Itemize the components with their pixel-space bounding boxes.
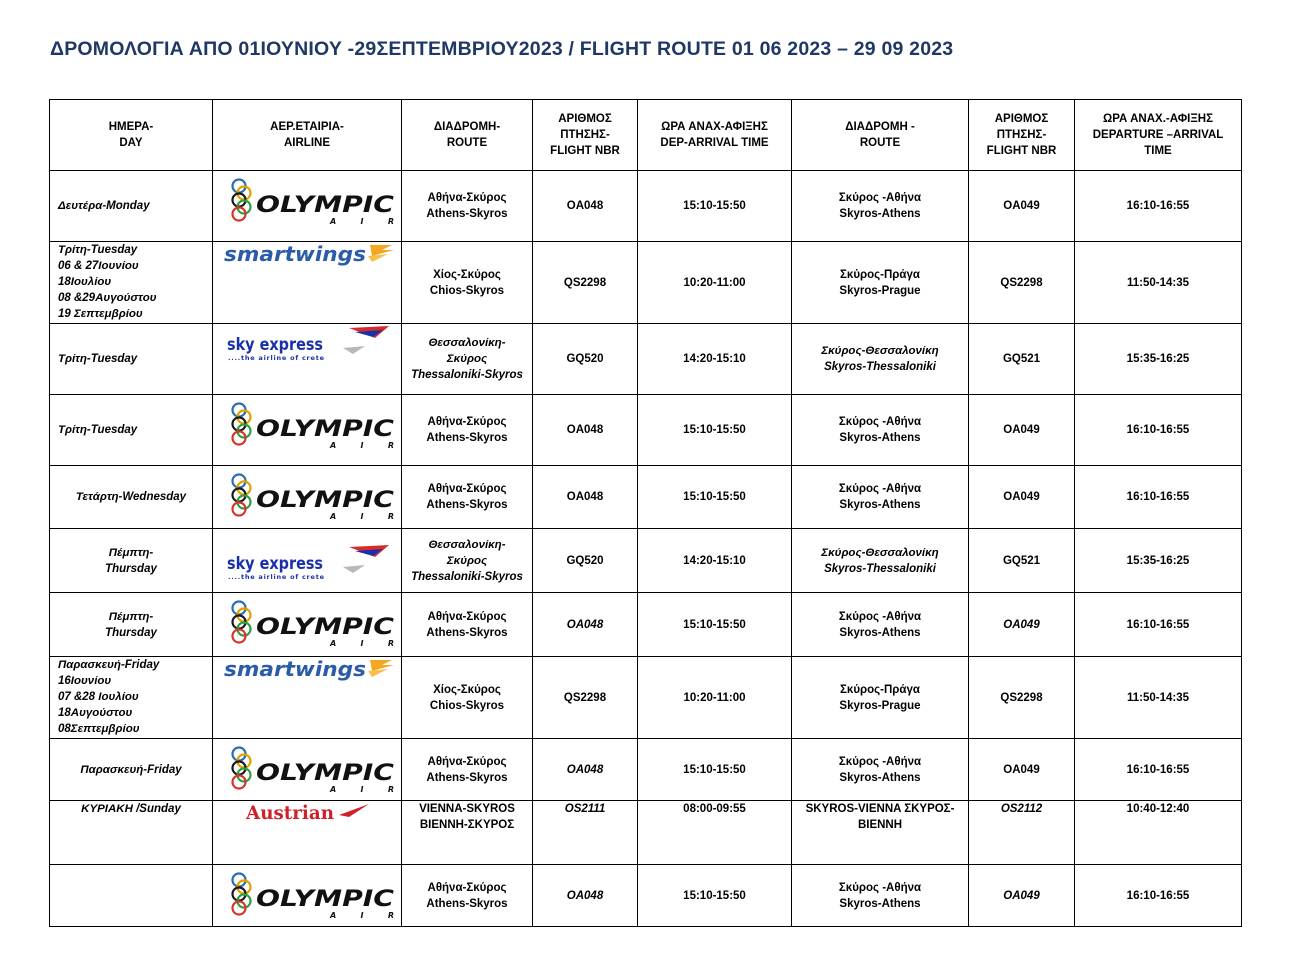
route-return-cell-line: Skyros-Athens [839,626,921,639]
flight-number-return-cell-line: OA049 [1003,200,1040,212]
route-outbound-cell-line: Athens-Skyros [426,897,508,910]
day-cell-line: Thursday [105,562,157,575]
route-outbound-cell [402,657,533,739]
flight-number-return-cell [969,593,1075,657]
time-outbound-cell-line: 15:10-15:50 [683,763,746,776]
time-outbound-cell-line: 14:20-15:10 [683,353,746,365]
flight-number-outbound-cell [533,739,638,801]
header-time-return: ΩΡΑ ΑΝΑΧ.-ΑΦΙΞΗΣ DEPARTURE –ARRIVAL TIME [1075,100,1242,171]
time-return-cell-line: 16:10-16:55 [1126,763,1190,776]
flight-number-return-cell-line: QS2298 [1000,276,1043,289]
route-return-cell-line: Σκύρος-Θεσσαλονίκη [821,345,939,357]
route-outbound-cell [402,324,533,395]
flight-number-return-cell-line: OA049 [1003,763,1040,776]
route-outbound-cell-line: ΒΙΕΝΝΗ-ΣΚΥΡΟΣ [419,819,515,831]
route-outbound-cell-line: Athens-Skyros [426,432,508,444]
table-row [50,739,1242,801]
route-outbound-cell [402,395,533,466]
day-cell-line: Πέμπτη- [108,610,154,623]
time-outbound-cell-line: 08:00-09:55 [683,803,746,815]
time-outbound-cell-line: 10:20-11:00 [683,276,746,289]
flight-number-outbound-cell [533,529,638,593]
smartwings-logo [222,242,397,270]
time-return-cell-line: 16:10-16:55 [1126,200,1190,212]
flight-number-outbound-cell-line: OA048 [566,491,604,503]
day-cell-line: Τετάρτη-Wednesday [75,491,187,503]
route-return-cell-line: Skyros-Thessaloniki [824,361,936,373]
route-return-cell [792,657,969,739]
olympic-logo-sub: A I R [330,639,394,648]
route-outbound-cell [402,739,533,801]
day-cell-line: ΚΥΡΙΑΚΗ /Sunday [81,803,181,815]
austrian-logo [245,801,375,825]
olympic-logo-word: OLYMPIC [256,488,394,513]
route-return-cell [792,865,969,927]
smartwings-logo-word: smartwings [224,242,367,266]
austrian-logo-word: Austrian [245,802,335,824]
time-outbound-cell [638,529,792,593]
route-outbound-cell-line: Αθήνα-Σκύρος [427,192,507,204]
sky-express-logo-tagline: ....the airline of crete [228,573,324,581]
airline-cell [213,242,402,324]
route-outbound-cell-line: Σκύρος [446,554,488,567]
flight-number-outbound-cell [533,865,638,927]
olympic-logo-sub: A I R [330,217,394,226]
route-outbound-cell-line: Αθήνα-Σκύρος [427,755,507,768]
flight-number-return-cell-line: OS2112 [1000,803,1043,815]
day-cell-line: 08Σεπτεμβρίου [58,723,140,735]
day-cell [50,593,213,657]
route-outbound-cell-line: Θεσσαλονίκη- [428,538,506,551]
header-route-return: ΔΙΑΔΡΟΜΗ - ROUTE [792,100,969,171]
route-outbound-cell [402,466,533,529]
header-route-outbound: ΔΙΑΔΡΟΜΗ- ROUTE [402,100,533,171]
table-row [50,657,1242,739]
route-outbound-cell-line: Αθήνα-Σκύρος [427,416,507,428]
route-outbound-cell [402,242,533,324]
day-cell-line: Τρίτη-Tuesday [58,244,138,256]
route-return-cell-line: Skyros-Prague [839,284,921,297]
flight-number-outbound-cell [533,171,638,242]
flight-number-return-cell [969,801,1075,865]
route-return-cell-line: Skyros-Athens [839,499,921,511]
olympic-air-logo [230,746,400,796]
flight-number-outbound-cell [533,324,638,395]
day-cell-line: 18Ιουλίου [58,276,112,288]
flight-number-outbound-cell [533,593,638,657]
flight-number-outbound-cell [533,657,638,739]
flight-number-outbound-cell [533,466,638,529]
header-day: ΗΜΕΡΑ- DAY [50,100,213,171]
time-outbound-cell [638,593,792,657]
time-return-cell-line: 16:10-16:55 [1126,889,1190,902]
route-return-cell-line: Σκύρος -Αθήνα [838,755,922,768]
route-return-cell [792,739,969,801]
time-outbound-cell [638,739,792,801]
table-row [50,324,1242,395]
flight-number-outbound-cell-line: OA048 [566,618,604,631]
flight-number-return-cell [969,865,1075,927]
smartwings-logo-word: smartwings [224,657,367,681]
route-outbound-cell-line: Χίος-Σκύρος [433,683,501,696]
flight-number-return-cell [969,324,1075,395]
airline-cell [213,171,402,242]
flight-number-outbound-cell-line: OA048 [566,424,604,436]
smartwings-logo [222,657,397,685]
sky-express-logo-tagline: ....the airline of crete [228,354,324,362]
day-cell-line: Πέμπτη- [108,546,154,559]
airline-cell [213,801,402,865]
day-cell-line: 19 Σεπτεμβρίου [58,308,143,320]
route-outbound-cell [402,865,533,927]
time-return-cell [1075,593,1242,657]
header-row [50,100,1242,171]
sky-express-logo [225,543,397,583]
olympic-logo-sub: A I R [330,441,394,450]
day-cell-line: 06 & 27Ιουνίου [58,260,139,272]
airline-cell [213,593,402,657]
flight-number-return-cell-line: QS2298 [1000,691,1043,704]
day-cell [50,865,213,927]
time-outbound-cell [638,324,792,395]
olympic-air-logo [230,473,400,523]
flight-number-return-cell [969,171,1075,242]
flight-number-return-cell [969,242,1075,324]
olympic-logo-sub: A I R [330,512,394,521]
time-outbound-cell-line: 15:10-15:50 [683,618,746,631]
flight-number-outbound-cell-line: OS2111 [564,803,606,815]
time-outbound-cell-line: 15:10-15:50 [683,424,746,436]
time-return-cell-line: 16:10-16:55 [1126,491,1190,503]
olympic-logo-word: OLYMPIC [256,193,394,218]
route-outbound-cell-line: Thessaloniki-Skyros [411,570,523,583]
table-row [50,466,1242,529]
time-return-cell [1075,529,1242,593]
day-cell [50,739,213,801]
route-outbound-cell-line: Chios-Skyros [429,699,505,712]
flight-number-return-cell-line: OA049 [1003,618,1040,631]
time-outbound-cell [638,801,792,865]
day-cell [50,242,213,324]
day-cell-line: 18Αυγούστου [58,707,133,719]
header-airline: ΑΕΡ.ΕΤΑΙΡΙΑ- AIRLINE [213,100,402,171]
day-cell [50,529,213,593]
day-cell [50,171,213,242]
flight-number-return-cell-line: GQ521 [1002,353,1041,365]
route-outbound-cell-line: Χίος-Σκύρος [433,268,501,281]
airline-cell [213,395,402,466]
day-cell-line: Παρασκευή-Friday [80,763,182,776]
route-return-cell [792,801,969,865]
day-cell [50,324,213,395]
flight-number-return-cell [969,739,1075,801]
time-outbound-cell [638,242,792,324]
route-return-cell-line: Σκύρος -Αθήνα [838,610,922,623]
route-return-cell-line: Σκύρος -Αθήνα [838,881,922,894]
route-return-cell [792,171,969,242]
time-return-cell-line: 16:10-16:55 [1126,618,1190,631]
sky-express-logo [225,324,397,364]
time-outbound-cell-line: 14:20-15:10 [683,554,746,567]
route-return-cell [792,466,969,529]
olympic-logo-sub: A I R [330,785,394,794]
table-row [50,242,1242,324]
route-outbound-cell-line: Athens-Skyros [426,626,508,639]
time-outbound-cell [638,171,792,242]
route-return-cell [792,529,969,593]
table-row [50,593,1242,657]
route-outbound-cell-line: Αθήνα-Σκύρος [427,483,507,495]
olympic-air-logo [230,178,400,228]
time-outbound-cell [638,657,792,739]
olympic-logo-sub: A I R [330,911,394,920]
flight-number-outbound-cell-line: QS2298 [563,691,607,704]
day-cell-line: 08 &29Αυγούστου [58,292,157,304]
olympic-logo-word: OLYMPIC [256,417,394,442]
flight-number-outbound-cell-line: OA048 [566,889,604,902]
day-cell-line: Thursday [105,626,157,639]
header-flight-number-outbound: ΑΡΙΘΜΟΣ ΠΤΗΣΗΣ- FLIGHT NBR [533,100,638,171]
airline-cell [213,657,402,739]
time-return-cell [1075,171,1242,242]
route-return-cell-line: Σκύρος -Αθήνα [838,192,922,204]
flight-number-return-cell [969,529,1075,593]
route-outbound-cell [402,593,533,657]
table-row [50,865,1242,927]
route-outbound-cell-line: Athens-Skyros [426,771,508,784]
route-return-cell-line: ΒΙΕΝΝΗ [857,819,903,831]
route-return-cell-line: Skyros-Athens [839,208,921,220]
table-row [50,395,1242,466]
route-outbound-cell [402,171,533,242]
olympic-air-logo [230,600,400,650]
route-outbound-cell [402,801,533,865]
flight-number-outbound-cell-line: GQ520 [566,554,604,567]
route-return-cell-line: Σκύρος-Πράγα [840,268,920,281]
time-return-cell-line: 11:50-14:35 [1126,691,1190,704]
time-outbound-cell [638,466,792,529]
time-return-cell [1075,801,1242,865]
route-outbound-cell-line: VIENNA-SKYROS [419,803,515,815]
flight-number-return-cell-line: OA049 [1003,889,1040,902]
flight-number-return-cell [969,466,1075,529]
route-return-cell-line: Σκύρος -Αθήνα [838,416,922,428]
route-return-cell-line: Skyros-Prague [839,699,921,712]
olympic-air-logo [230,872,400,922]
time-return-cell [1075,242,1242,324]
flight-schedule-table [49,99,1242,927]
time-return-cell-line: 10:40-12:40 [1126,803,1190,815]
time-outbound-cell-line: 15:10-15:50 [683,889,746,902]
day-cell-line: Παρασκευή-Friday [58,659,160,671]
route-return-cell-line: SKYROS-VIENNA ΣΚΥΡΟΣ- [805,803,955,815]
route-return-cell-line: Skyros-Athens [839,897,921,910]
airline-cell [213,865,402,927]
time-return-cell-line: 11:50-14:35 [1126,276,1190,289]
time-return-cell [1075,466,1242,529]
route-return-cell-line: Skyros-Athens [839,771,921,784]
route-outbound-cell-line: Thessaloniki-Skyros [411,369,523,381]
time-return-cell [1075,395,1242,466]
time-outbound-cell [638,865,792,927]
header-flight-number-return: ΑΡΙΘΜΟΣ ΠΤΗΣΗΣ- FLIGHT NBR [969,100,1075,171]
flight-number-return-cell-line: OA049 [1003,491,1040,503]
sky-express-logo-word: sky express [227,335,323,355]
airline-cell [213,739,402,801]
flight-number-outbound-cell-line: OA048 [566,763,604,776]
route-return-cell-line: Skyros-Athens [839,432,921,444]
time-return-cell [1075,324,1242,395]
flight-number-outbound-cell [533,242,638,324]
olympic-logo-word: OLYMPIC [256,887,394,912]
route-outbound-cell-line: Chios-Skyros [429,284,505,297]
day-cell [50,801,213,865]
route-return-cell-line: Σκύρος -Αθήνα [838,483,922,495]
flight-number-outbound-cell [533,395,638,466]
flight-number-return-cell-line: OA049 [1003,424,1040,436]
route-outbound-cell [402,529,533,593]
day-cell-line: Δευτέρα-Monday [58,200,150,212]
olympic-logo-word: OLYMPIC [256,615,394,640]
flight-number-outbound-cell-line: OA048 [566,200,604,212]
route-outbound-cell-line: Athens-Skyros [426,499,508,511]
day-cell [50,466,213,529]
route-return-cell [792,324,969,395]
route-return-cell-line: Skyros-Thessaloniki [824,562,936,575]
time-outbound-cell-line: 10:20-11:00 [683,691,746,704]
route-outbound-cell-line: Αθήνα-Σκύρος [427,610,507,623]
day-cell-line: 16Ιουνίου [58,675,112,687]
flight-number-return-cell [969,657,1075,739]
olympic-air-logo [230,402,400,452]
route-outbound-cell-line: Σκύρος [446,353,488,365]
time-return-cell [1075,865,1242,927]
sky-express-logo-word: sky express [227,554,323,574]
time-return-cell [1075,739,1242,801]
flight-number-return-cell-line: GQ521 [1002,554,1041,567]
airline-cell [213,324,402,395]
day-cell-line: Τρίτη-Tuesday [58,353,138,365]
airline-cell [213,466,402,529]
day-cell-line: Τρίτη-Tuesday [58,424,138,436]
route-return-cell [792,395,969,466]
route-outbound-cell-line: Αθήνα-Σκύρος [427,881,507,894]
route-return-cell [792,242,969,324]
flight-number-outbound-cell-line: QS2298 [563,276,607,289]
route-return-cell-line: Σκύρος-Θεσσαλονίκη [821,546,939,559]
table-row [50,801,1242,865]
flight-number-outbound-cell [533,801,638,865]
route-outbound-cell-line: Θεσσαλονίκη- [428,337,506,349]
header-time-outbound: ΩΡΑ ΑΝΑΧ-ΑΦΙΞΗΣ DEP-ARRIVAL TIME [638,100,792,171]
time-return-cell-line: 15:35-16:25 [1126,353,1190,365]
flight-number-outbound-cell-line: GQ520 [566,353,604,365]
day-cell [50,657,213,739]
time-outbound-cell-line: 15:10-15:50 [683,491,746,503]
flight-number-return-cell [969,395,1075,466]
time-return-cell-line: 16:10-16:55 [1126,424,1190,436]
route-return-cell [792,593,969,657]
route-return-cell-line: Σκύρος-Πράγα [840,683,920,696]
olympic-logo-word: OLYMPIC [256,761,394,786]
airline-cell [213,529,402,593]
page-title: ΔΡΟΜΟΛΟΓΙΑ ΑΠΟ 01ΙΟΥΝΙΟΥ -29ΣΕΠΤΕΜΒΡΙΟΥ2023 / FLIGHT ROUTE 01 06 2023 – 29 09 2023 [50,38,954,60]
route-outbound-cell-line: Athens-Skyros [426,208,508,220]
time-return-cell-line: 15:35-16:25 [1126,554,1190,567]
day-cell-line: 07 &28 Ιουλίου [58,691,139,703]
table-row [50,171,1242,242]
time-outbound-cell [638,395,792,466]
time-outbound-cell-line: 15:10-15:50 [683,200,746,212]
time-return-cell [1075,657,1242,739]
table-row [50,529,1242,593]
day-cell [50,395,213,466]
